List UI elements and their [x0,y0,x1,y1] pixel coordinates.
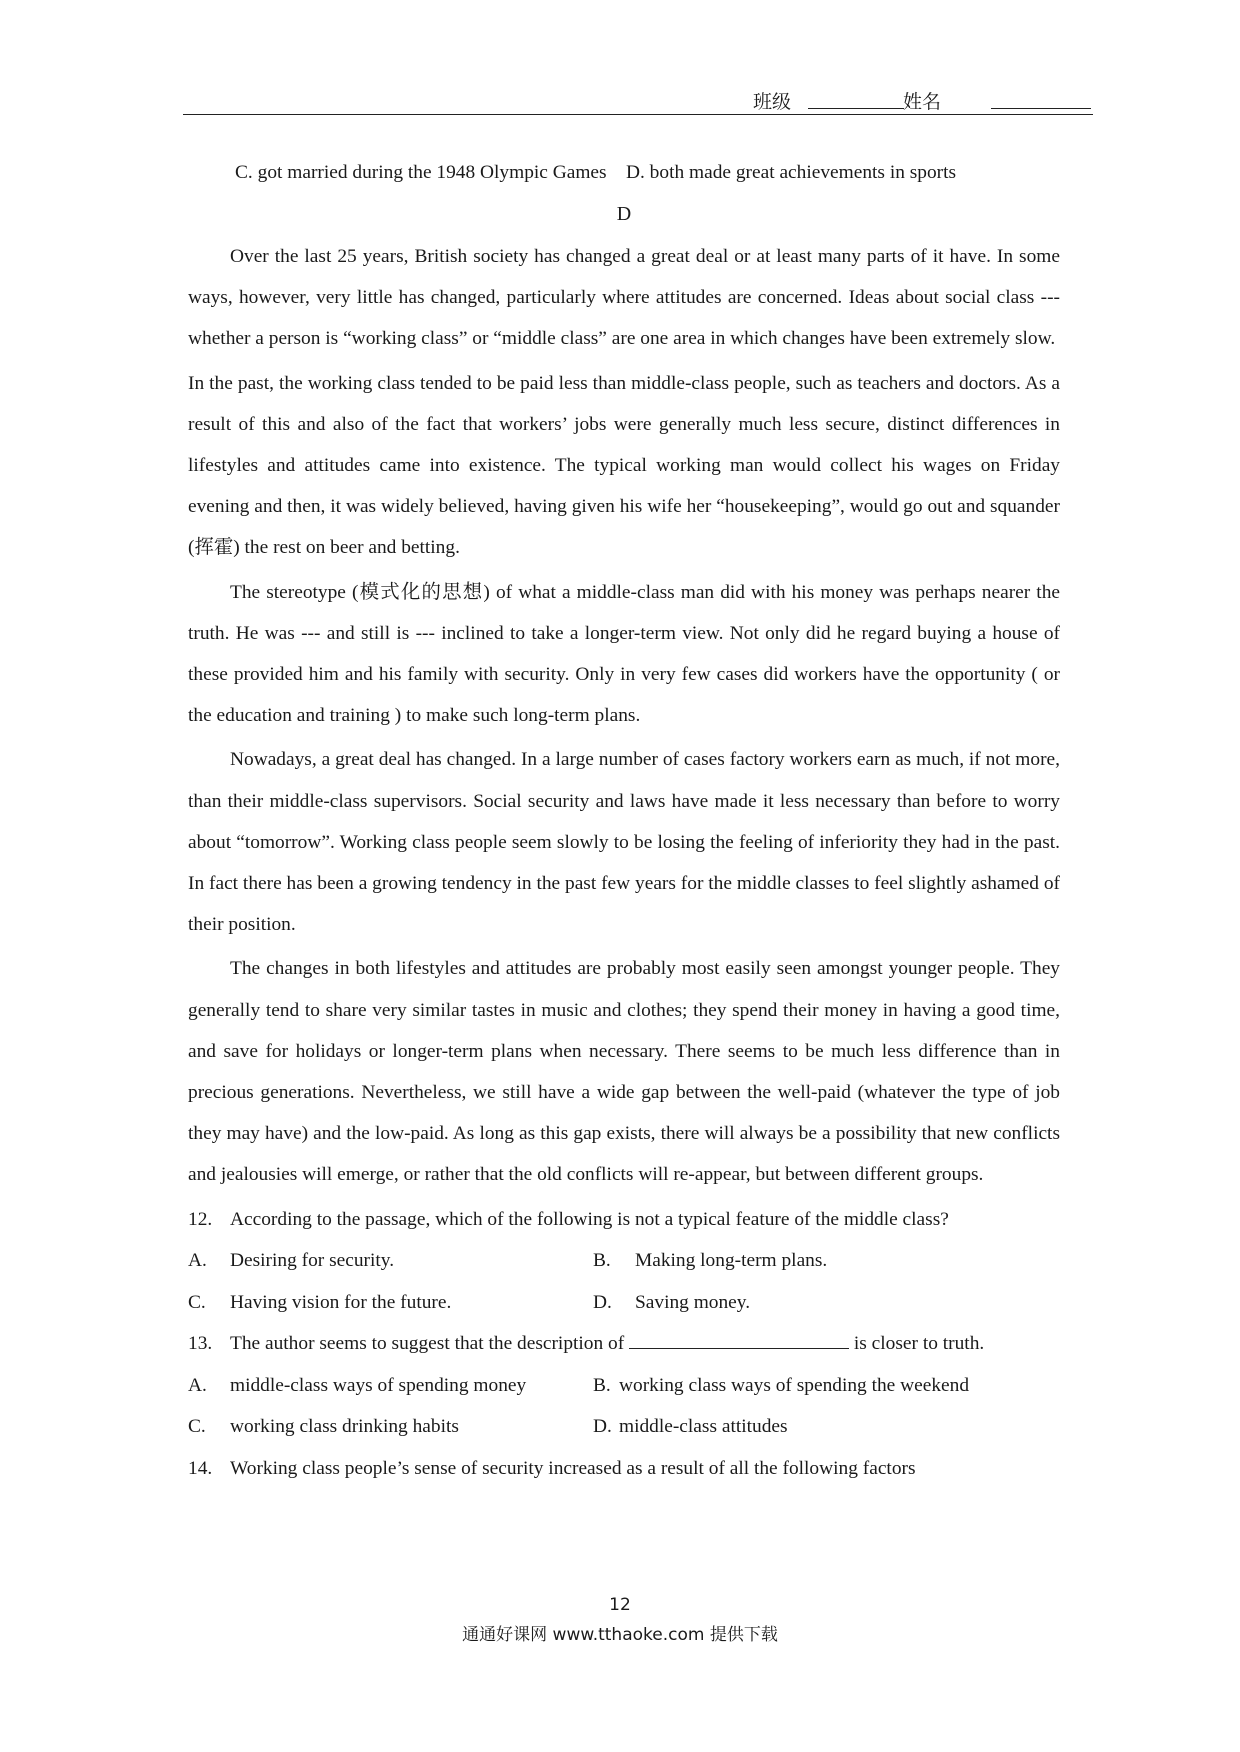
passage-paragraph-2: In the past, the working class tended to be paid less than middle-class people, such as teachers and doctors. As a result of this and also of the fact that workers’ jobs were generally much less secure, distinct differences in lifestyles and attitudes came into existence. The typical working man would collect his wages on Friday evening and then, it was widely believed, having given his wife her “housekeeping”, would go out and squander (挥霍) the rest on beer and betting. [188,372,1060,559]
option-label: B. [593,1250,611,1272]
section-label: D [616,203,632,225]
name-blank [991,108,1091,109]
name-label: 姓名 [903,91,942,113]
option-label: D. [593,1291,612,1313]
passage-paragraph-3: The stereotype (模式化的思想) of what a middle-class man did with his money was perhaps nearer the truth. He was --- and still is --- inclined to take a longer-term view. Not only did he regard buying a house of these provided him and his family with security. Only in very few cases did workers have the opportunity ( or the education and training ) to make such long-term plans. [188,581,1060,727]
question-12 [188,1199,1060,1241]
option-text: Having vision for the future. [230,1291,452,1313]
question-14 [188,1448,1060,1490]
option-text: working class ways of spending the weekend [619,1374,970,1396]
previous-question-options [188,154,1060,192]
passage-paragraph-1: Over the last 25 years, British society has changed a great deal or at least many parts of it have. In some ways, however, very little has changed, particularly where attitudes are concerned. Ideas about social class --- whether a person is “working class” or “middle class” are one area in which changes have been extremely slow. [188,246,1060,350]
question-13-options-row-2 [188,1406,1060,1448]
site-footer: 通通好课网 www.tthaoke.com 提供下载 [462,1625,778,1645]
option-text: Making long-term plans. [635,1250,828,1272]
page-number: 12 [609,1595,631,1615]
option-label: A. [188,1374,207,1396]
class-blank [808,108,904,109]
passage-paragraph-4: Nowadays, a great deal has changed. In a large number of cases factory workers earn as much, if not more, than their middle-class supervisors. Social security and laws have made it less necessary than before to worry about “tomorrow”. Working class people seem slowly to be losing the feeling of inferiority they had in the past. In fact there has been a growing tendency in the past few years for the middle classes to feel slightly ashamed of their position. [188,749,1060,936]
option-c: C. got married during the 1948 Olympic Games [235,162,607,183]
option-text: working class drinking habits [230,1416,459,1438]
question-number: 14. [188,1457,213,1479]
question-text-after: is closer to truth. [853,1333,985,1355]
option-text: Desiring for security. [230,1250,395,1272]
answer-blank [629,1330,849,1349]
option-text: Saving money. [635,1291,751,1313]
option-d: D. both made great achievements in sports [625,162,957,183]
page-content [188,154,1060,1489]
option-label: C. [188,1291,206,1313]
question-number: 13. [188,1333,213,1355]
option-label: A. [188,1250,207,1272]
question-13 [188,1323,1060,1365]
question-text: Working class people’s sense of security increased as a result of all the following factors [230,1457,916,1479]
question-text: According to the passage, which of the following is not a typical feature of the middle class? [230,1208,949,1230]
question-12-options-row-1 [188,1240,1060,1282]
question-number: 12. [188,1208,213,1230]
question-12-options-row-2 [188,1282,1060,1324]
question-text-before: The author seems to suggest that the description of [230,1333,625,1355]
question-13-options-row-1 [188,1365,1060,1407]
option-text: middle-class ways of spending money [230,1374,527,1396]
option-label: B. [593,1374,611,1396]
page-header [183,84,1093,115]
passage-paragraph-5: The changes in both lifestyles and attitudes are probably most easily seen amongst younger people. They generally tend to share very similar tastes in music and clothes; they spend their money in having a good time, and save for holidays or longer-term plans when necessary. There seems to be much less difference than in precious generations. Nevertheless, we still have a wide gap between the well-paid (whatever the type of job they may have) and the low-paid. As long as this gap exists, there will always be a possibility that new conflicts and jealousies will emerge, or rather that the old conflicts will re-appear, but between different groups. [188,958,1060,1186]
class-label: 班级 [753,91,792,113]
option-label: C. [188,1416,206,1438]
option-text: middle-class attitudes [619,1416,788,1438]
option-label: D. [593,1416,612,1438]
